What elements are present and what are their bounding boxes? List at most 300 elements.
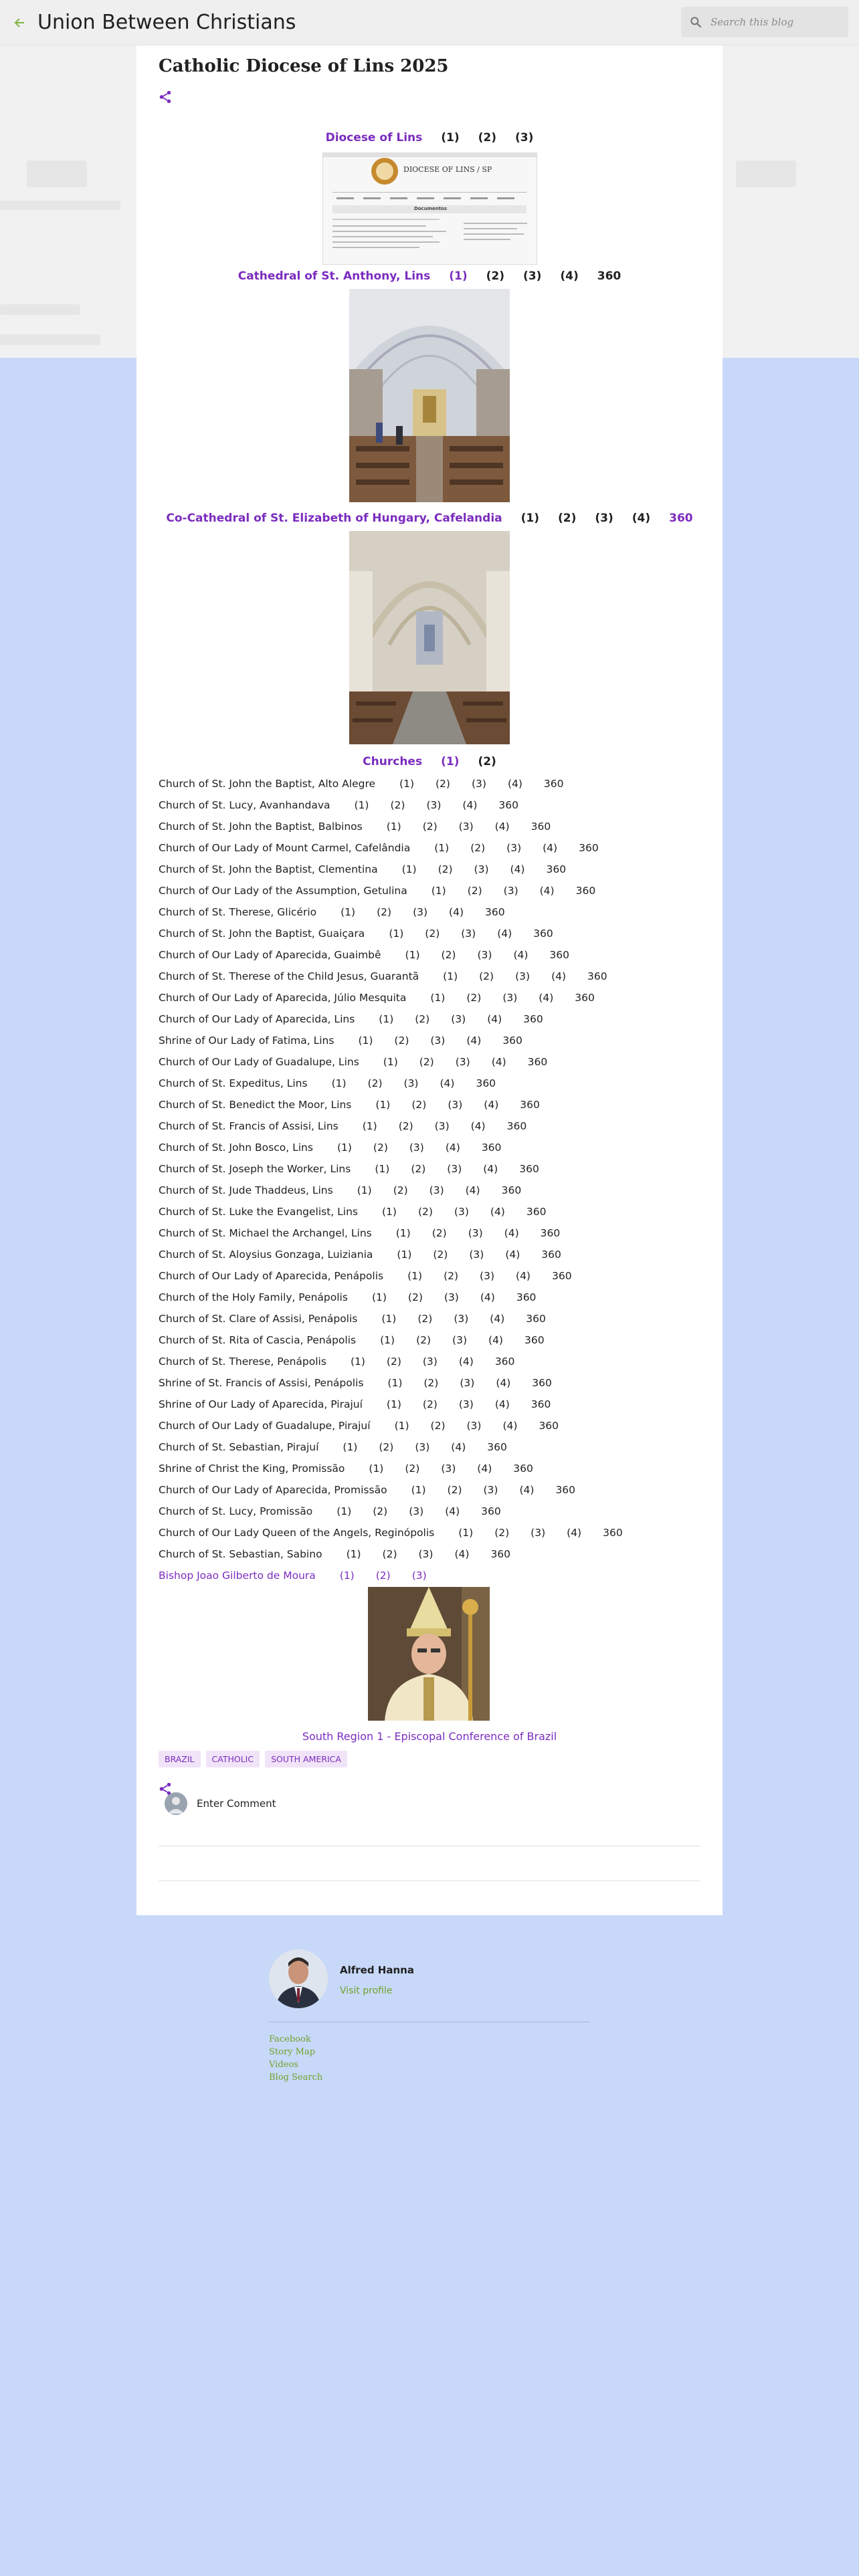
church-row-link-4[interactable]: (4) [445, 1505, 460, 1517]
church-row-link-3[interactable]: (3) [502, 992, 518, 1004]
comment-input[interactable] [195, 1797, 693, 1810]
diocese-link-2[interactable]: (2) [478, 131, 497, 144]
churches-link-1[interactable]: (1) [441, 755, 460, 768]
church-row-link-1[interactable]: (1) [386, 1398, 401, 1410]
church-row-link-5[interactable]: 360 [551, 1270, 572, 1282]
church-row-link-4[interactable]: (4) [480, 1291, 495, 1303]
search-box[interactable] [681, 7, 848, 37]
churches-link-2[interactable]: (2) [478, 755, 496, 768]
church-row-link-3[interactable]: (3) [413, 906, 428, 918]
church-row-link-5[interactable]: 360 [555, 1484, 576, 1496]
church-row-link-3[interactable]: (3) [466, 1420, 482, 1432]
church-row-link-5[interactable]: 360 [540, 1227, 561, 1239]
church-row-link-3[interactable]: (3) [452, 1334, 468, 1346]
church-row-link-3[interactable]: (3) [409, 1142, 424, 1154]
church-row-link-4[interactable]: (4) [543, 842, 558, 854]
church-row-link-4[interactable]: (4) [505, 1249, 520, 1261]
church-row-link-2[interactable]: (2) [417, 1206, 433, 1218]
church-row-link-4[interactable]: (4) [551, 970, 567, 982]
church-row-link-4[interactable]: (4) [496, 1377, 511, 1389]
cocathedral-link-2[interactable]: (2) [558, 512, 577, 525]
church-row-link-5[interactable]: 360 [532, 1377, 552, 1389]
church-row-link-2[interactable]: (2) [466, 992, 482, 1004]
church-row-link-1[interactable]: (1) [399, 778, 414, 790]
church-row-link-4[interactable]: (4) [494, 1398, 510, 1410]
church-row-link-4[interactable]: (4) [484, 1099, 499, 1111]
church-row-link-4[interactable]: (4) [490, 1313, 505, 1325]
church-row-name[interactable]: Church of St. Francis of Assisi, Lins [159, 1120, 339, 1132]
church-row-name[interactable]: Church of Our Lady of Aparecida, Guaimbê [159, 949, 381, 961]
church-row-link-1[interactable]: (1) [386, 821, 401, 833]
church-row-link-1[interactable]: (1) [371, 1291, 387, 1303]
church-row-link-2[interactable]: (2) [411, 1163, 426, 1175]
church-row-link-2[interactable]: (2) [382, 1548, 397, 1560]
church-row-name[interactable]: Church of St. John the Baptist, Alto Alegre [159, 778, 376, 790]
footer-link-story-map[interactable]: Story Map [269, 2047, 316, 2057]
church-row-name[interactable]: Church of St. John Bosco, Lins [159, 1142, 313, 1154]
share-button[interactable] [158, 90, 173, 107]
cathedral-link-3[interactable]: (3) [523, 270, 542, 283]
church-row-link-4[interactable]: (4) [491, 1056, 506, 1068]
church-row-name[interactable]: Church of Our Lady of Aparecida, Promissão [159, 1484, 387, 1496]
church-row-link-4[interactable]: (4) [440, 1077, 455, 1089]
church-row [159, 1180, 707, 1201]
profile-avatar[interactable] [269, 1949, 328, 2008]
church-row-link-5[interactable]: 360 [502, 1035, 522, 1047]
church-row-link-5[interactable]: 360 [541, 1249, 561, 1261]
church-row-link-1[interactable]: (1) [394, 1420, 409, 1432]
church-row-link-1[interactable]: (1) [407, 1270, 423, 1282]
church-row-link-4[interactable]: (4) [477, 1463, 492, 1475]
cocathedral-link-360[interactable]: 360 [669, 512, 693, 525]
church-row-name[interactable]: Church of St. Michael the Archangel, Lins [159, 1227, 372, 1239]
church-row-link-3[interactable]: (3) [403, 1077, 419, 1089]
church-row-link-3[interactable]: (3) [531, 1527, 546, 1539]
cocathedral-interior-photo[interactable] [349, 531, 510, 744]
church-row-link-4[interactable]: (4) [516, 1270, 531, 1282]
church-row-link-2[interactable]: (2) [447, 1484, 462, 1496]
church-row-link-1[interactable]: (1) [354, 799, 369, 811]
church-row [159, 1265, 707, 1287]
church-row-link-1[interactable]: (1) [362, 1120, 377, 1132]
cathedral-link-1[interactable]: (1) [449, 270, 468, 283]
church-row-link-5[interactable]: 360 [524, 1334, 545, 1346]
church-row-link-3[interactable]: (3) [474, 863, 489, 875]
post-labels [159, 1751, 347, 1767]
church-row-link-5[interactable]: 360 [587, 970, 607, 982]
church-row [159, 1479, 707, 1501]
church-row-name[interactable]: Church of St. Luke the Evangelist, Lins [159, 1206, 358, 1218]
church-row-link-4[interactable]: (4) [490, 1206, 505, 1218]
church-row-link-3[interactable]: (3) [515, 970, 531, 982]
church-row [159, 1137, 707, 1158]
church-row-link-3[interactable]: (3) [458, 1398, 474, 1410]
church-row-link-4[interactable]: (4) [454, 1548, 470, 1560]
church-row-name[interactable]: Church of St. Lucy, Avanhandava [159, 799, 330, 811]
church-row-link-1[interactable]: (1) [357, 1184, 372, 1196]
church-row-link-4[interactable]: (4) [451, 1441, 466, 1453]
post-title: Catholic Diocese of Lins 2025 [159, 56, 449, 76]
church-row-link-1[interactable]: (1) [458, 1527, 474, 1539]
church-row-link-3[interactable]: (3) [480, 1270, 495, 1282]
church-row-link-1[interactable]: (1) [375, 1163, 390, 1175]
church-row-link-4[interactable]: (4) [502, 1420, 518, 1432]
church-row-link-3[interactable]: (3) [444, 1291, 459, 1303]
church-row-link-2[interactable]: (2) [423, 1377, 439, 1389]
church-row-link-4[interactable]: (4) [466, 1035, 482, 1047]
label-brazil[interactable]: BRAZIL [159, 1751, 201, 1767]
church-row-link-1[interactable]: (1) [369, 1463, 384, 1475]
church-row-link-1[interactable]: (1) [358, 1035, 373, 1047]
church-row-link-2[interactable]: (2) [441, 949, 456, 961]
church-row-link-2[interactable]: (2) [430, 1420, 446, 1432]
church-row-link-3[interactable]: (3) [461, 928, 476, 940]
church-row [159, 1415, 707, 1436]
church-row-name[interactable]: Church of Our Lady Queen of the Angels, Reginópolis [159, 1527, 435, 1539]
church-row-link-4[interactable]: (4) [465, 1184, 480, 1196]
bishop-photo[interactable] [368, 1587, 490, 1721]
label-catholic[interactable]: CATHOLIC [206, 1751, 260, 1767]
cathedral-link-360[interactable]: 360 [597, 270, 622, 283]
church-row-name[interactable]: Shrine of St. Francis of Assisi, Penápolis [159, 1377, 364, 1389]
church-row-link-1[interactable]: (1) [346, 1548, 361, 1560]
church-row-link-3[interactable]: (3) [434, 1120, 450, 1132]
church-row-link-4[interactable]: (4) [513, 949, 529, 961]
church-row [159, 944, 707, 966]
church-row-link-3[interactable]: (3) [429, 1184, 444, 1196]
church-row-link-2[interactable]: (2) [394, 1035, 409, 1047]
church-row-link-2[interactable]: (2) [386, 1356, 401, 1368]
church-row-name[interactable]: Church of St. Clare of Assisi, Penápolis [159, 1313, 358, 1325]
church-row-link-3[interactable]: (3) [454, 1206, 469, 1218]
church-row-name[interactable]: Church of St. Sebastian, Pirajuí [159, 1441, 319, 1453]
back-button[interactable] [9, 13, 29, 33]
church-row-link-5[interactable]: 360 [526, 1206, 547, 1218]
church-row-link-3[interactable]: (3) [458, 821, 474, 833]
diocese-link[interactable]: Diocese of Lins [325, 131, 423, 144]
diocese-link-1[interactable]: (1) [441, 131, 460, 144]
church-row-link-2[interactable]: (2) [419, 1056, 434, 1068]
church-row-link-3[interactable]: (3) [451, 1013, 466, 1025]
church-row-link-5[interactable]: 360 [494, 1356, 515, 1368]
footer-link-facebook[interactable]: Facebook [269, 2034, 311, 2044]
church-row-link-1[interactable]: (1) [405, 949, 420, 961]
church-row-link-3[interactable]: (3) [469, 1249, 484, 1261]
church-row-link-3[interactable]: (3) [503, 885, 518, 897]
church-row [159, 1201, 707, 1222]
church-row-link-1[interactable]: (1) [341, 906, 356, 918]
church-row-link-2[interactable]: (2) [416, 1334, 432, 1346]
church-row-link-1[interactable]: (1) [337, 1505, 352, 1517]
church-row-link-1[interactable]: (1) [401, 863, 417, 875]
church-row-link-4[interactable]: (4) [462, 799, 478, 811]
bishop-row-link-2[interactable]: (2) [375, 1570, 391, 1582]
church-row-link-1[interactable]: (1) [383, 1056, 398, 1068]
church-row [159, 1030, 707, 1051]
church-row-link-4[interactable]: (4) [449, 906, 464, 918]
church-row-link-2[interactable]: (2) [467, 885, 482, 897]
label-south-america[interactable]: SOUTH AMERICA [265, 1751, 347, 1767]
church-row [159, 1073, 707, 1094]
cathedral-interior-photo[interactable] [349, 289, 510, 502]
church-row-link-4[interactable]: (4) [497, 928, 512, 940]
profile-name[interactable]: Alfred Hanna [340, 1964, 414, 1976]
church-row-link-2[interactable]: (2) [417, 1313, 433, 1325]
diocese-website-screenshot[interactable] [322, 152, 537, 265]
church-row-link-3[interactable]: (3) [471, 778, 486, 790]
church-row-link-1[interactable]: (1) [430, 992, 446, 1004]
church-row-link-2[interactable]: (2) [479, 970, 494, 982]
search-input[interactable] [709, 15, 839, 29]
church-row-link-1[interactable]: (1) [375, 1099, 391, 1111]
church-row-link-2[interactable]: (2) [432, 1227, 447, 1239]
diocese-link-3[interactable]: (3) [515, 131, 534, 144]
church-row-link-5[interactable]: 360 [526, 1313, 546, 1325]
church-row-link-2[interactable]: (2) [373, 1505, 388, 1517]
church-row-link-1[interactable]: (1) [381, 1313, 397, 1325]
church-row-link-1[interactable]: (1) [411, 1484, 426, 1496]
church-row-link-3[interactable]: (3) [415, 1441, 430, 1453]
church-row-name[interactable]: Church of St. Rita of Cascia, Penápolis [159, 1334, 357, 1346]
church-row-name[interactable]: Church of St. Expeditus, Lins [159, 1077, 308, 1089]
church-row-link-3[interactable]: (3) [441, 1463, 456, 1475]
church-row-link-2[interactable]: (2) [422, 821, 438, 833]
commenter-avatar [165, 1792, 187, 1815]
church-row [159, 1543, 707, 1565]
church-row-link-2[interactable]: (2) [444, 1270, 459, 1282]
church-row-link-5[interactable]: 360 [546, 863, 567, 875]
church-row-link-2[interactable]: (2) [405, 1463, 420, 1475]
church-row-link-5[interactable]: 360 [485, 906, 505, 918]
church-row [159, 1244, 707, 1265]
church-row-link-1[interactable]: (1) [389, 928, 404, 940]
episcopal-conference-link[interactable]: South Region 1 - Episcopal Conference of Brazil [302, 1730, 557, 1743]
church-row [159, 987, 707, 1008]
church-row [159, 859, 707, 880]
church-row-name[interactable]: Church of the Holy Family, Penápolis [159, 1291, 348, 1303]
church-row-link-3[interactable]: (3) [426, 799, 442, 811]
church-row-name[interactable]: Church of Our Lady of Guadalupe, Pirajuí [159, 1420, 371, 1432]
church-row-link-3[interactable]: (3) [483, 1484, 498, 1496]
church-row-link-5[interactable]: 360 [476, 1077, 496, 1089]
church-row-link-3[interactable]: (3) [418, 1548, 434, 1560]
cathedral-link-2[interactable]: (2) [486, 270, 504, 283]
church-row-link-4[interactable]: (4) [567, 1527, 582, 1539]
church-row-link-5[interactable]: 360 [539, 1420, 559, 1432]
church-list [159, 773, 707, 1586]
church-row-link-5[interactable]: 360 [520, 1099, 540, 1111]
church-row-link-3[interactable]: (3) [460, 1377, 475, 1389]
church-row-link-1[interactable]: (1) [397, 1249, 412, 1261]
church-row [159, 966, 707, 987]
church-row-link-3[interactable]: (3) [477, 949, 492, 961]
church-row-link-5[interactable]: 360 [523, 1013, 543, 1025]
church-row-link-4[interactable]: (4) [507, 778, 522, 790]
church-row-name[interactable]: Church of St. Jude Thaddeus, Lins [159, 1184, 333, 1196]
cocathedral-link-3[interactable]: (3) [595, 512, 613, 525]
church-row-name[interactable]: Church of Our Lady of Aparecida, Lins [159, 1013, 355, 1025]
church-row-name[interactable]: Church of Our Lady of Guadalupe, Lins [159, 1056, 359, 1068]
church-row [159, 1351, 707, 1372]
church-row-name[interactable]: Church of Our Lady of the Assumption, Getulina [159, 885, 407, 897]
church-row-link-2[interactable]: (2) [398, 1120, 413, 1132]
church-row-name[interactable]: Church of St. Sebastian, Sabino [159, 1548, 322, 1560]
church-row-link-3[interactable]: (3) [455, 1056, 470, 1068]
bishop-row-link-1[interactable]: (1) [339, 1570, 355, 1582]
church-row-link-2[interactable]: (2) [436, 778, 450, 790]
cathedral-link-4[interactable]: (4) [560, 270, 579, 283]
bishop-row [159, 1565, 707, 1586]
post-card [136, 45, 723, 1915]
church-row-link-5[interactable]: 360 [513, 1463, 533, 1475]
site-title[interactable]: Union Between Christians [37, 11, 296, 34]
cocathedral-link-1[interactable]: (1) [520, 512, 539, 525]
church-row-link-2[interactable]: (2) [367, 1077, 383, 1089]
church-row-link-4[interactable]: (4) [494, 821, 510, 833]
church-row-link-1[interactable]: (1) [431, 885, 446, 897]
church-row-name[interactable]: Shrine of Christ the King, Promissão [159, 1463, 345, 1475]
church-row-name[interactable]: Shrine of Our Lady of Aparecida, Pirajuí [159, 1398, 363, 1410]
church-row-link-5[interactable]: 360 [519, 1163, 539, 1175]
church-row-link-4[interactable]: (4) [458, 1356, 474, 1368]
church-row [159, 794, 707, 816]
church-row-name[interactable]: Church of Our Lady of Aparecida, Penápolis [159, 1270, 384, 1282]
church-row-name[interactable]: Church of Our Lady of Mount Carmel, Cafelândia [159, 842, 411, 854]
church-row-link-1[interactable]: (1) [331, 1077, 347, 1089]
church-row-link-4[interactable]: (4) [470, 1120, 486, 1132]
churches-link[interactable]: Churches [363, 755, 423, 768]
church-row-link-4[interactable]: (4) [519, 1484, 535, 1496]
church-row-name[interactable]: Church of Our Lady of Aparecida, Júlio Mesquita [159, 992, 407, 1004]
church-row-link-1[interactable]: (1) [379, 1013, 394, 1025]
church-row-link-5[interactable]: 360 [579, 842, 599, 854]
cathedral-link[interactable]: Cathedral of St. Anthony, Lins [237, 270, 431, 283]
church-row-link-4[interactable]: (4) [488, 1334, 503, 1346]
church-row-link-3[interactable]: (3) [506, 842, 522, 854]
church-row-link-3[interactable]: (3) [448, 1099, 463, 1111]
church-row-link-2[interactable]: (2) [393, 1184, 408, 1196]
church-row-link-1[interactable]: (1) [387, 1377, 403, 1389]
church-row-link-5[interactable]: 360 [603, 1527, 623, 1539]
church-row-link-3[interactable]: (3) [454, 1313, 469, 1325]
church-row-link-5[interactable]: 360 [575, 992, 595, 1004]
cocathedral-link[interactable]: Co-Cathedral of St. Elizabeth of Hungary, Cafelandia [166, 512, 502, 525]
church-row-link-2[interactable]: (2) [494, 1527, 510, 1539]
church-row-name[interactable]: Church of St. Therese of the Child Jesus, Guarantã [159, 970, 419, 982]
church-row-name[interactable]: Church of St. John the Baptist, Clementina [159, 863, 378, 875]
church-row-name[interactable]: Shrine of Our Lady of Fatima, Lins [159, 1035, 335, 1047]
bishop-row-name[interactable]: Bishop Joao Gilberto de Moura [159, 1570, 316, 1582]
church-row-link-4[interactable]: (4) [487, 1013, 502, 1025]
church-row-link-5[interactable]: 360 [549, 949, 570, 961]
church-row [159, 1308, 707, 1329]
visit-profile-link[interactable]: Visit profile [340, 1985, 393, 1996]
church-row-link-1[interactable]: (1) [350, 1356, 365, 1368]
church-row-link-5[interactable]: 360 [490, 1548, 511, 1560]
church-row-link-4[interactable]: (4) [510, 863, 525, 875]
church-row-link-2[interactable]: (2) [422, 1398, 438, 1410]
footer-link-videos[interactable]: Videos [269, 2060, 298, 2070]
church-row-link-1[interactable]: (1) [443, 970, 458, 982]
church-row-link-2[interactable]: (2) [470, 842, 486, 854]
church-row-link-5[interactable]: 360 [481, 1505, 501, 1517]
cocathedral-link-4[interactable]: (4) [632, 512, 651, 525]
church-row-name[interactable]: Church of St. Aloysius Gonzaga, Luiziania [159, 1249, 373, 1261]
church-row-link-1[interactable]: (1) [381, 1206, 397, 1218]
church-row-link-2[interactable]: (2) [407, 1291, 423, 1303]
church-row-link-1[interactable]: (1) [395, 1227, 411, 1239]
church-row [159, 1222, 707, 1244]
church-row-name[interactable]: Church of St. Therese, Penápolis [159, 1356, 326, 1368]
church-row-link-4[interactable]: (4) [445, 1142, 460, 1154]
church-row-link-5[interactable]: 360 [516, 1291, 537, 1303]
comment-form [165, 1792, 693, 1815]
church-row-link-2[interactable]: (2) [379, 1441, 394, 1453]
church-row-link-5[interactable]: 360 [527, 1056, 548, 1068]
church-row [159, 837, 707, 859]
church-row-link-5[interactable]: 360 [498, 799, 518, 811]
arrow-left-icon [13, 16, 26, 29]
church-row [159, 1436, 707, 1458]
website-screenshot-heading: DIOCESE OF LINS / SP [403, 165, 492, 174]
church-row-link-3[interactable]: (3) [430, 1035, 446, 1047]
church-row-link-1[interactable]: (1) [343, 1441, 358, 1453]
church-row-link-5[interactable]: 360 [501, 1184, 522, 1196]
church-row-link-3[interactable]: (3) [422, 1356, 438, 1368]
church-row-link-3[interactable]: (3) [409, 1505, 424, 1517]
church-row-link-4[interactable]: (4) [483, 1163, 498, 1175]
church-row-link-2[interactable]: (2) [425, 928, 440, 940]
church-row-link-4[interactable]: (4) [539, 885, 555, 897]
church-row-link-1[interactable]: (1) [380, 1334, 395, 1346]
church-row-link-1[interactable]: (1) [434, 842, 450, 854]
church-row-link-5[interactable]: 360 [531, 1398, 551, 1410]
church-row-link-5[interactable]: 360 [533, 928, 553, 940]
church-row-link-2[interactable]: (2) [377, 906, 392, 918]
church-row-link-1[interactable]: (1) [337, 1142, 352, 1154]
church-row-name[interactable]: Church of St. Joseph the Worker, Lins [159, 1163, 351, 1175]
church-row-link-5[interactable]: 360 [543, 778, 564, 790]
church-row-link-2[interactable]: (2) [373, 1142, 388, 1154]
church-row-link-5[interactable]: 360 [487, 1441, 507, 1453]
church-row-name[interactable]: Church of St. Lucy, Promissão [159, 1505, 313, 1517]
church-row-name[interactable]: Church of St. Therese, Glicério [159, 906, 317, 918]
church-row-name[interactable]: Church of St. Benedict the Moor, Lins [159, 1099, 352, 1111]
church-row-link-2[interactable]: (2) [438, 863, 453, 875]
church-row [159, 1158, 707, 1180]
church-row [159, 1458, 707, 1479]
diocese-links-row [136, 131, 723, 144]
church-row-link-2[interactable]: (2) [390, 799, 405, 811]
church-row-link-5[interactable]: 360 [575, 885, 596, 897]
church-row-link-2[interactable]: (2) [415, 1013, 430, 1025]
church-row-link-5[interactable]: 360 [531, 821, 551, 833]
church-row-link-5[interactable]: 360 [481, 1142, 502, 1154]
footer-link-blog-search[interactable]: Blog Search [269, 2072, 323, 2082]
church-row-link-2[interactable]: (2) [433, 1249, 448, 1261]
church-row-link-5[interactable]: 360 [506, 1120, 527, 1132]
church-row-link-3[interactable]: (3) [447, 1163, 462, 1175]
church-row-name[interactable]: Church of St. John the Baptist, Guaiçara [159, 928, 365, 940]
church-row [159, 1008, 707, 1030]
bishop-row-link-3[interactable]: (3) [411, 1570, 427, 1582]
church-row-link-3[interactable]: (3) [468, 1227, 483, 1239]
church-row-name[interactable]: Church of St. John the Baptist, Balbinos [159, 821, 363, 833]
church-row-link-2[interactable]: (2) [411, 1099, 427, 1111]
church-row-link-4[interactable]: (4) [504, 1227, 519, 1239]
church-row-link-4[interactable]: (4) [539, 992, 554, 1004]
church-row [159, 1051, 707, 1073]
